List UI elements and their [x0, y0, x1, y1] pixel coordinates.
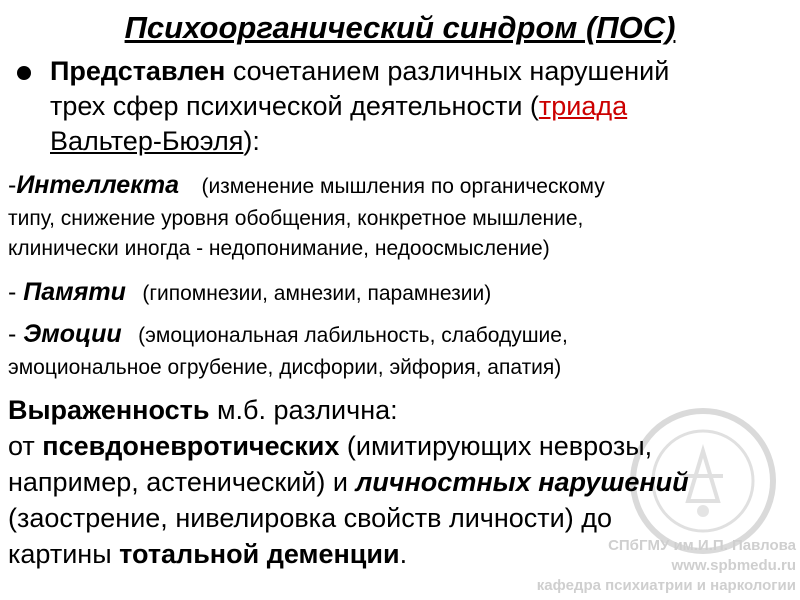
memory-line: [8, 276, 491, 312]
bullet-line1-rest: сочетанием различных нарушений: [225, 56, 670, 86]
severity-block: [8, 392, 798, 572]
severity-personality-disorders: личностных нарушений: [355, 467, 689, 497]
bullet-dot-icon: [17, 66, 31, 80]
memory-label: Памяти: [23, 278, 126, 306]
bullet-bold-word: Представлен: [50, 56, 226, 86]
intellect-label: Интеллекта: [16, 171, 179, 199]
severity-rest: м.б. различна:: [209, 395, 398, 425]
severity-line1: [8, 392, 798, 428]
severity-line2-a: от: [8, 431, 43, 461]
severity-line5-b: .: [399, 539, 408, 569]
intellect-dash: -: [8, 171, 17, 199]
severity-line5-a: картины: [8, 539, 120, 569]
emotion-dash: -: [8, 320, 24, 348]
emotion-line: [8, 318, 568, 354]
severity-line2-b: (имитирующих неврозы,: [339, 431, 653, 461]
emotion-label: Эмоции: [23, 320, 122, 348]
bullet-line2: трех сфер психической деятельности (: [50, 91, 539, 121]
severity-line2: [8, 428, 798, 464]
intellect-desc-line3: клинически иногда - недопонимание, недоосмысление): [8, 237, 550, 260]
triad-link-tail[interactable]: Вальтер-Бюэля: [50, 126, 244, 156]
severity-bold: Выраженность: [8, 395, 210, 425]
severity-total-dementia: тотальной деменции: [119, 539, 400, 569]
watermark-line1: СПбГМУ им.И.П. Павлова: [608, 537, 796, 554]
watermark-line2: www.spbmedu.ru: [671, 557, 796, 574]
slide-title: Психоорганический синдром (ПОС): [124, 10, 676, 45]
severity-line5: [8, 536, 798, 572]
bullet-after-link: ):: [243, 126, 260, 156]
bullet-text: [50, 54, 787, 159]
memory-desc: (гипомнезии, амнезии, парамнезии): [142, 282, 492, 305]
severity-line4: (заострение, нивелировка свойств личности) до: [8, 503, 612, 533]
severity-pseudoneurotic: псевдоневротических: [42, 431, 340, 461]
watermark-line3: кафедра психиатрии и наркологии: [536, 577, 796, 594]
intellect-heading-line: [8, 170, 605, 204]
intellect-desc-line1: (изменение мышления по органическому: [201, 175, 605, 198]
emotion-desc-line2: эмоциональное огрубение, дисфории, эйфория, апатия): [8, 356, 562, 379]
memory-dash: -: [8, 278, 24, 306]
emotion-desc-line1: (эмоциональная лабильность, слабодушие,: [138, 324, 568, 347]
triad-link[interactable]: триада: [538, 91, 628, 121]
severity-line3: [8, 464, 798, 500]
severity-line3-a: например, астенический) и: [8, 467, 356, 497]
bullet-item: [17, 54, 787, 159]
intellect-desc-line2: типу, снижение уровня обобщения, конкретное мышление,: [8, 207, 584, 230]
